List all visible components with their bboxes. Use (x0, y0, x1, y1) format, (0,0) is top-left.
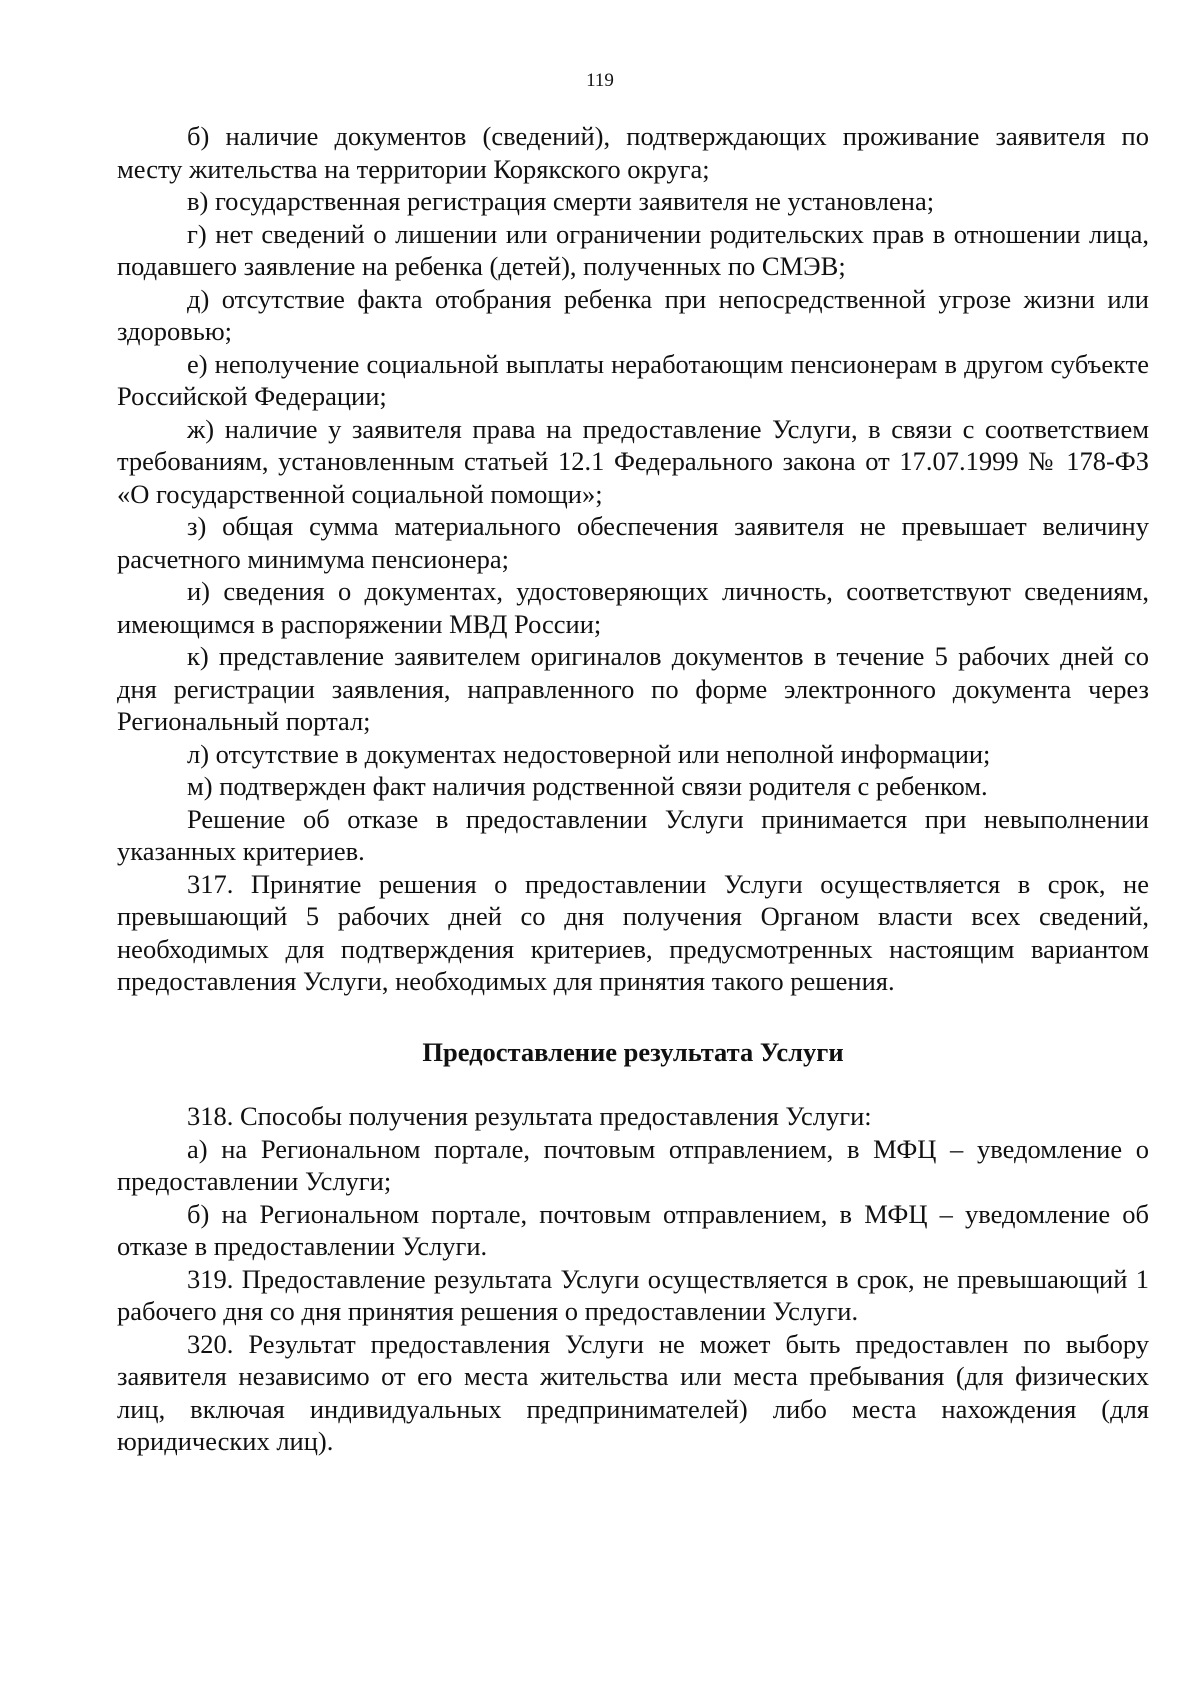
paragraph-criterion-v: в) государственная регистрация смерти заявителя не установлена; (187, 186, 935, 216)
paragraph-criterion-d: д) отсутствие факта отобрания ребенка при непосредственной угрозе жизни или здоровью; (117, 283, 1149, 346)
paragraph-318-b: б) на Региональном портале, почтовым отправлением, в МФЦ – уведомление об отказе в предоставлении Услуги. (117, 1198, 1149, 1261)
paragraph-criterion-i: и) сведения о документах, удостоверяющих личность, соответствуют сведениям, имеющимся в распоряжении МВД России; (117, 576, 1149, 639)
paragraph-criterion-zh: ж) наличие у заявителя права на предоставление Услуги, в связи с соответствием требованиям, установленным статьей 12.1 Федерального закона от 17.07.1999 № 178-ФЗ «О государственной социальной помощи»; (117, 413, 1149, 509)
paragraph-criterion-b: б) наличие документов (сведений), подтверждающих проживание заявителя по месту жительства на территории Корякского округа; (117, 121, 1149, 184)
paragraph-criterion-m: м) подтвержден факт наличия родственной связи родителя с ребенком. (187, 771, 988, 801)
paragraph-refusal-decision: Решение об отказе в предоставлении Услуги принимается при невыполнении указанных критериев. (117, 803, 1149, 866)
paragraph-319: 319. Предоставление результата Услуги осуществляется в срок, не превышающий 1 рабочего дня со дня принятия решения о предоставлении Услуги. (117, 1263, 1149, 1326)
paragraph-318: 318. Способы получения результата предоставления Услуги: (187, 1101, 872, 1131)
paragraph-criterion-z: з) общая сумма материального обеспечения заявителя не превышает величину расчетного минимума пенсионера; (117, 511, 1149, 574)
paragraph-320: 320. Результат предоставления Услуги не может быть предоставлен по выбору заявителя независимо от его места жительства или места пребывания (для физических лиц, включая индивидуальных предпринимателей) либо места нахождения (для юридических лиц). (117, 1328, 1149, 1456)
paragraph-criterion-l: л) отсутствие в документах недостоверной или неполной информации; (187, 738, 991, 769)
paragraph-criterion-e: е) неполучение социальной выплаты неработающим пенсионерам в другом субъекте Российской Федерации; (117, 348, 1149, 411)
page-number: 119 (586, 70, 614, 91)
section-heading: Предоставление результата Услуги (422, 1036, 844, 1067)
document-body (117, 120, 1149, 1458)
paragraph-criterion-k: к) представление заявителем оригиналов документов в течение 5 рабочих дней со дня регистрации заявления, направленного по форме электронного документа через Региональный портал; (117, 641, 1149, 736)
paragraph-317: 317. Принятие решения о предоставлении Услуги осуществляется в срок, не превышающий 5 рабочих дней со дня получения Органом власти всех сведений, необходимых для подтверждения критериев, предусмотренных настоящим вариантом предоставления Услуги, необходимых для принятия такого решения. (117, 868, 1149, 996)
paragraph-criterion-g: г) нет сведений о лишении или ограничении родительских прав в отношении лица, подавшего заявление на ребенка (детей), полученных по СМЭВ; (117, 218, 1149, 281)
paragraph-318-a: а) на Региональном портале, почтовым отправлением, в МФЦ – уведомление о предоставлении Услуги; (117, 1133, 1149, 1196)
